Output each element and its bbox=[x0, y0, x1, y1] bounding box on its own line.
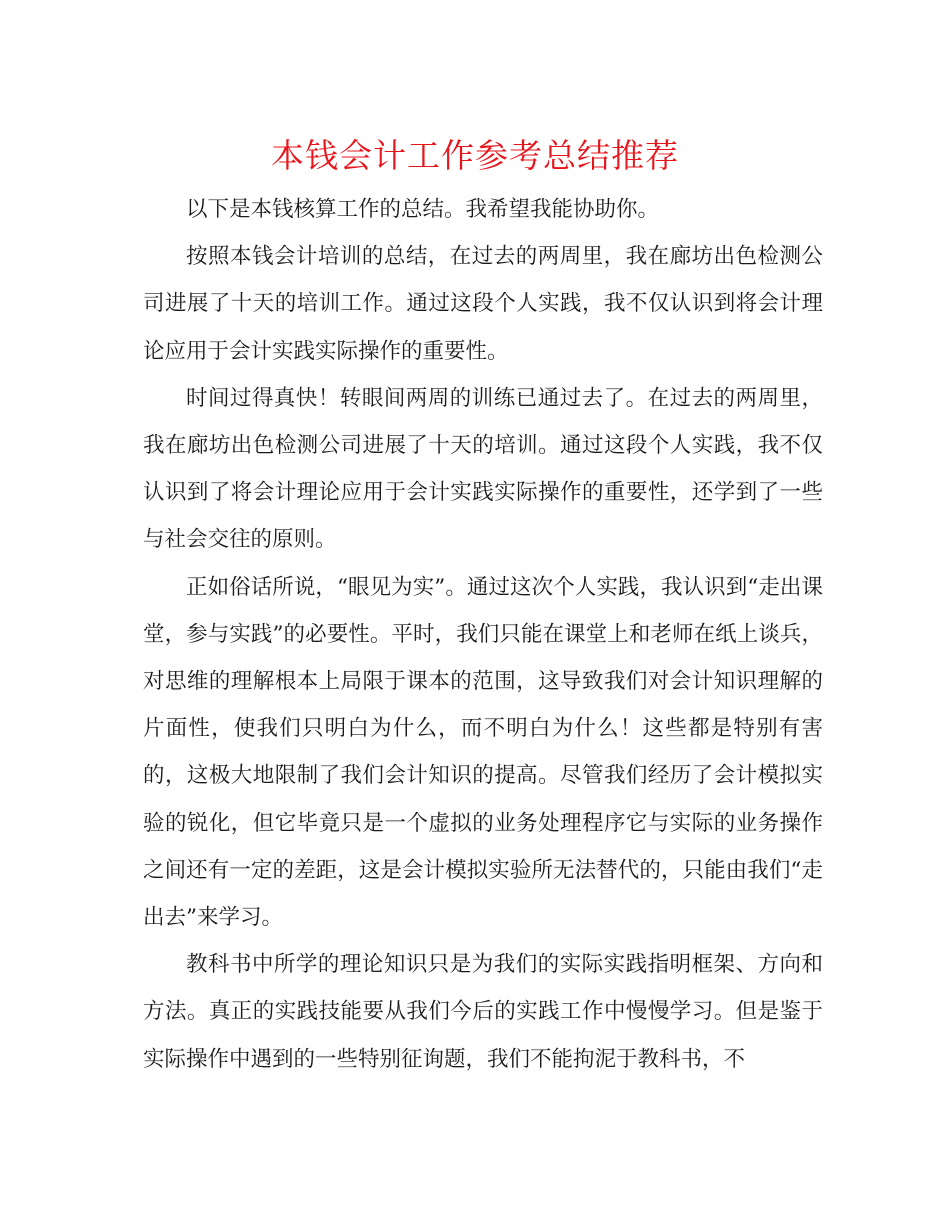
paragraph-seeing-is-believing: 正如俗话所说，“眼见为实”。通过这次个人实践，我认识到“走出课堂，参与实践”的必要性。平时，我们只能在课堂上和老师在纸上谈兵，对思维的理解根本上局限于课本的范围，这导致我们对会计知识理解的片面性，使我们只明白为什么，而不明白为什么！这些都是特别有害的，这极大地限制了我们会计知识的提高。尽管我们经历了会计模拟实验的锐化，但它毕竟只是一个虚拟的业务处理程序它与实际的业务操作之间还有一定的差距，这是会计模拟实验所无法替代的，只能由我们“走出去”来学习。 bbox=[143, 574, 823, 931]
document-title: 本钱会计工作参考总结推荐 bbox=[271, 136, 679, 175]
paragraph-training-summary: 按照本钱会计培训的总结，在过去的两周里，我在廊坊出色检测公司进展了十天的培训工作。通过这段个人实践，我不仅认识到将会计理论应用于会计实践实际操作的重要性。 bbox=[143, 244, 823, 364]
document-body bbox=[143, 186, 823, 1083]
paragraph-textbook-theory: 教科书中所学的理论知识只是为我们的实际实践指明框架、方向和方法。真正的实践技能要从我们今后的实践工作中慢慢学习。但是鉴于实际操作中遇到的一些特别征询题，我们不能拘泥于教科书，不 bbox=[143, 952, 823, 1072]
paragraph-intro: 以下是本钱核算工作的总结。我希望我能协助你。 bbox=[186, 197, 660, 222]
paragraph-time-passed: 时间过得真快！转眼间两周的训练已通过去了。在过去的两周里，我在廊坊出色检测公司进展了十天的培训。通过这段个人实践，我不仅认识到了将会计理论应用于会计实践实际操作的重要性，还学到了一些与社会交往的原则。 bbox=[143, 385, 823, 553]
